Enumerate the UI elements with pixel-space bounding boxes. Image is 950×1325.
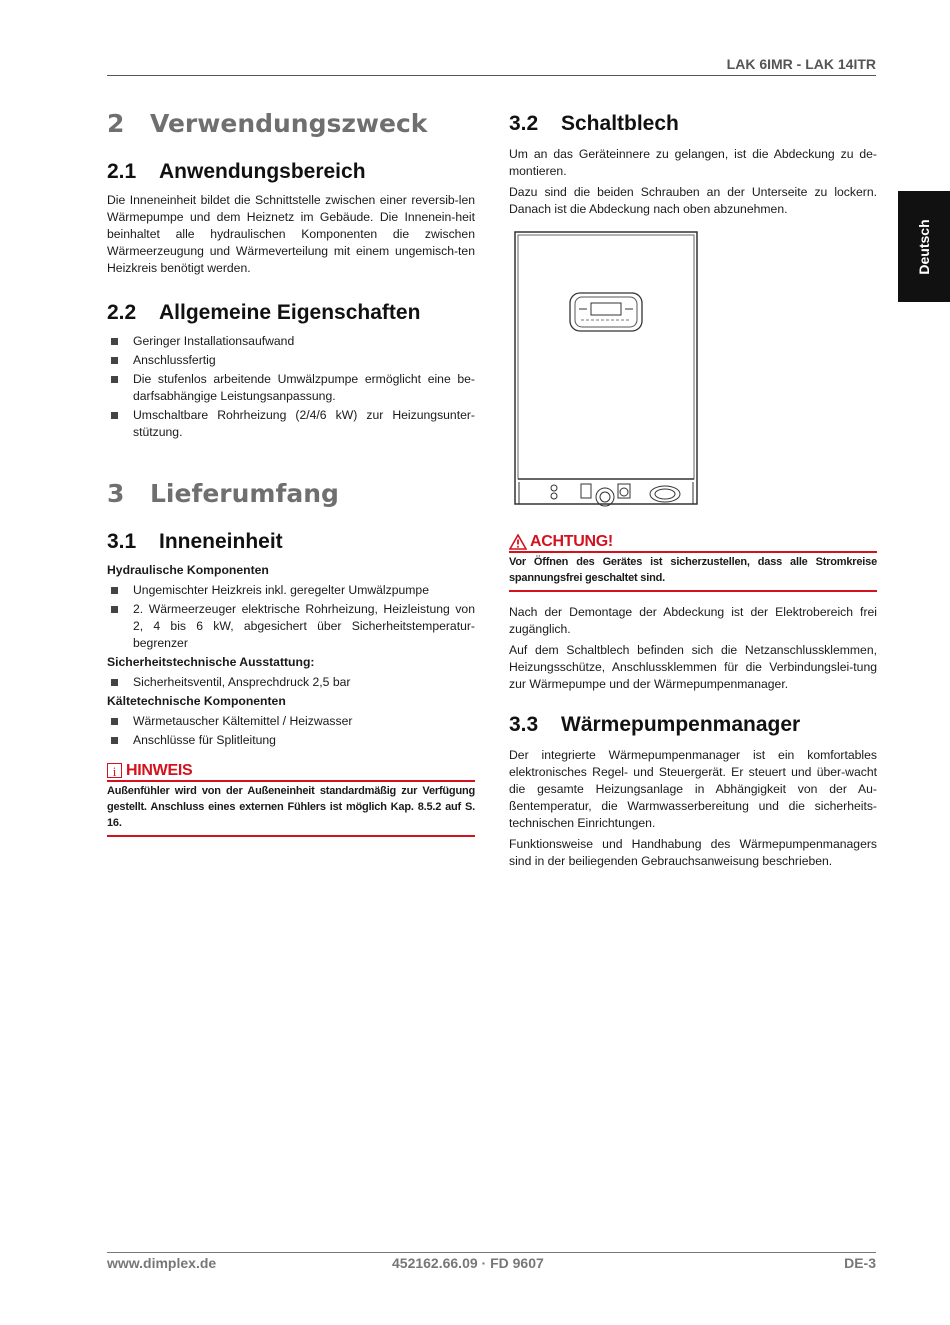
section-3-2-text-2: Dazu sind die beiden Schrauben an der Unterseite zu lockern. Danach ist die Abdeckung nach oben abzunehmen. xyxy=(509,185,877,216)
cold-list xyxy=(107,713,475,749)
language-tab xyxy=(898,191,950,302)
notice-rule xyxy=(509,590,877,592)
list-item: Wärmetauscher Kältemittel / Heizwasser xyxy=(107,713,475,730)
section-3-2-heading: 3.2 Schaltblech xyxy=(509,112,679,135)
section-2-1-heading: 2.1 Anwendungsbereich xyxy=(107,160,366,183)
demontage-text: Nach der Demontage der Abdeckung ist der Elektrobereich frei zugänglich. xyxy=(509,605,877,636)
schaltblech-text: Auf dem Schaltblech befinden sich die Netzanschlussklemmen, Heizungsschütze, Anschlussklemmen für die Verbindungslei-tung zur Wärmepumpe und der Wärmepumpenmanager. xyxy=(509,643,877,691)
section-3-2-text-1: Um an das Geräteinnere zu gelangen, ist die Abdeckung zu de-montieren. xyxy=(509,147,877,178)
hinweis-notice xyxy=(107,761,475,837)
right-column xyxy=(509,105,877,870)
list-item: Die stufenlos arbeitende Umwälzpumpe ermöglicht eine be-darfsabhängige Leistungsanpassung. xyxy=(107,371,475,405)
section-3-heading: 3 Lieferumfang xyxy=(107,479,339,508)
section-3-3-text-1: Der integrierte Wärmepumpenmanager ist ein komfortables elektronisches Regel- und Steuergerät. Er steuert und über-wacht die gesamte Heizungsanlage in Abhängigkeit von der Au-ßentemperatur, die Warmwasserbereitung und die sicherheits-technischen Einrichtungen. xyxy=(509,748,877,830)
header-rule xyxy=(107,75,876,76)
device-illustration xyxy=(509,230,699,520)
cold-subtitle: Kältetechnische Komponenten xyxy=(107,694,286,708)
warning-icon xyxy=(509,534,527,550)
list-item: Ungemischter Heizkreis inkl. geregelter Umwälzpumpe xyxy=(107,582,475,599)
section-2-1-text: Die Inneneinheit bildet die Schnittstelle zwischen einer reversib-len Wärmepumpe und dem Heiznetz im Gebäude. Die Innenein-heit beinhaltet alle hydraulischen Komponenten die zwischen Wärmeerzeugung und Wärmeverteilung mit einem ungemisch-ten Heizkreis benötigt werden. xyxy=(107,193,475,275)
footer-page-number: DE-3 xyxy=(844,1255,876,1271)
section-3-1-heading: 3.1 Inneneinheit xyxy=(107,530,283,553)
hinweis-text: Außenfühler wird von der Außeneinheit standardmäßig zur Verfügung gestellt. Anschluss eines externen Fühlers ist möglich Kap. 8.5.2 auf S. 16. xyxy=(107,785,475,829)
list-item: 2. Wärmeerzeuger elektrische Rohrheizung, Heizleistung von 2, 4 bis 6 kW, abgesichert über Sicherheitstemperatur-begrenzer xyxy=(107,601,475,652)
list-item: Umschaltbare Rohrheizung (2/4/6 kW) zur Heizungsunter-stützung. xyxy=(107,407,475,441)
safety-subtitle: Sicherheitstechnische Ausstattung: xyxy=(107,655,315,669)
list-item: Anschlussfertig xyxy=(107,352,475,369)
achtung-text: Vor Öffnen des Gerätes ist sicherzustellen, dass alle Stromkreise spannungsfrei geschaltet sind. xyxy=(509,556,877,584)
left-column xyxy=(107,105,475,837)
section-2-heading: 2 Verwendungszweck xyxy=(107,109,428,138)
header-title: LAK 6IMR - LAK 14ITR xyxy=(726,56,876,72)
list-item: Sicherheitsventil, Ansprechdruck 2,5 bar xyxy=(107,674,475,691)
section-2-2-heading: 2.2 Allgemeine Eigenschaften xyxy=(107,301,421,324)
properties-list xyxy=(107,333,475,441)
footer-rule xyxy=(107,1252,876,1253)
section-3-3-text-2: Funktionsweise und Handhabung des Wärmepumpenmanagers sind in der beiliegenden Gebrauchsanweisung beschrieben. xyxy=(509,837,877,868)
footer-website: www.dimplex.de xyxy=(107,1255,217,1271)
achtung-title: ACHTUNG! xyxy=(530,532,613,550)
language-tab-label: Deutsch xyxy=(916,218,932,275)
footer-document-number: 452162.66.09 · FD 9607 xyxy=(392,1255,544,1271)
hydraulic-subtitle: Hydraulische Komponenten xyxy=(107,563,269,577)
hydraulic-list xyxy=(107,582,475,652)
section-3-3-heading: 3.3 Wärmepumpenmanager xyxy=(509,713,801,736)
list-item: Anschlüsse für Splitleitung xyxy=(107,732,475,749)
safety-list xyxy=(107,674,475,691)
achtung-notice xyxy=(509,532,877,592)
list-item: Geringer Installationsaufwand xyxy=(107,333,475,350)
info-icon: i xyxy=(107,763,122,778)
notice-rule xyxy=(107,835,475,837)
hinweis-title: HINWEIS xyxy=(126,761,193,779)
indoor-unit-drawing xyxy=(509,230,699,520)
